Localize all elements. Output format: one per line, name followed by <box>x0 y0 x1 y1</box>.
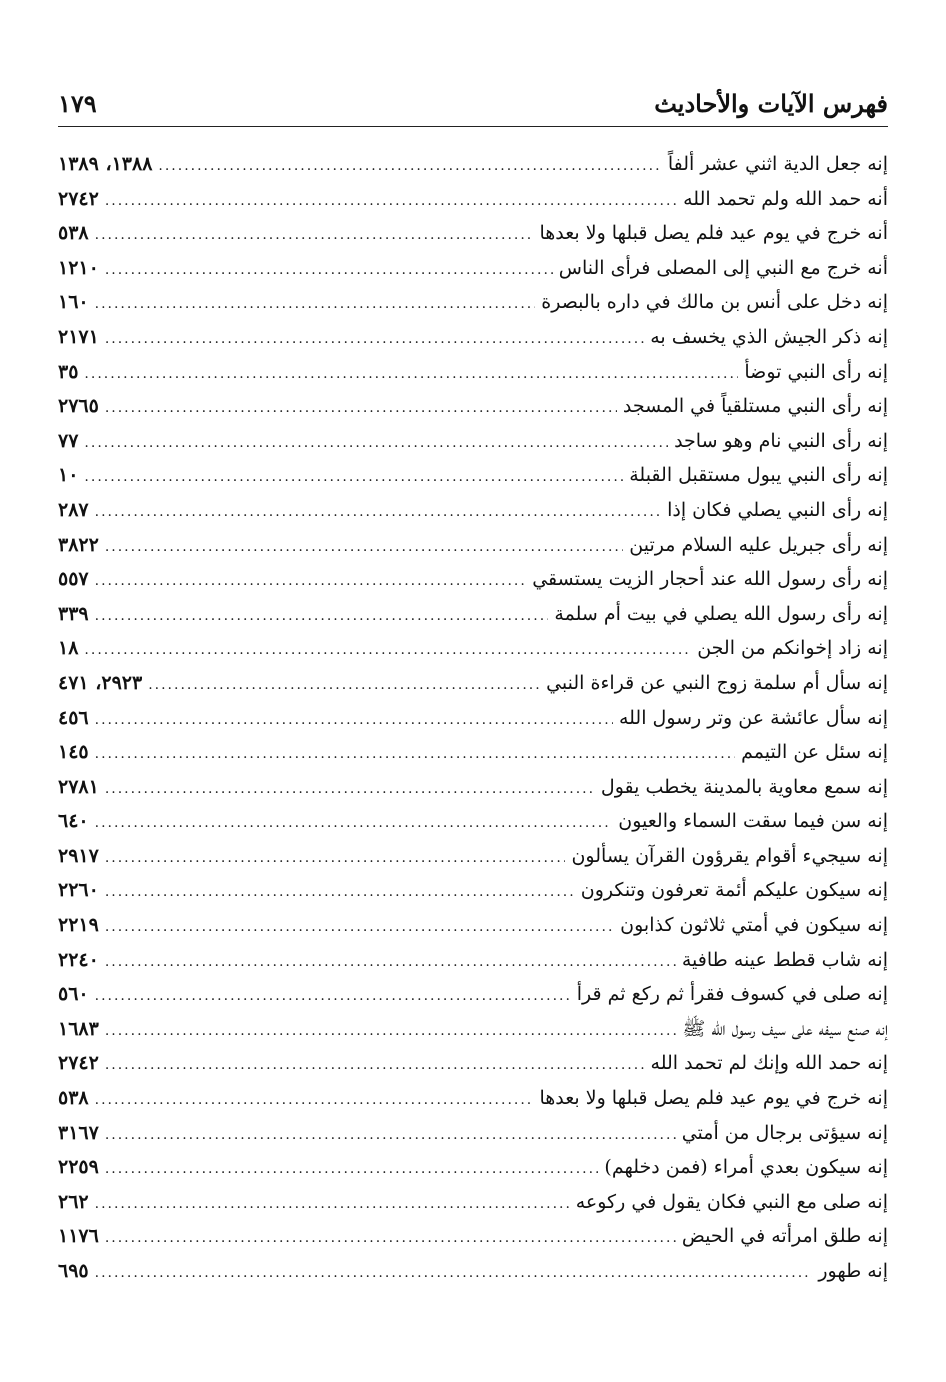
index-entry <box>58 182 888 217</box>
entry-reference: ١٣٨٨، ١٣٨٩ <box>58 153 153 175</box>
entry-text: إنه طلق امرأته في الحيض <box>681 1225 888 1248</box>
dot-leader <box>148 668 540 703</box>
entry-text: إنه رأى النبي نام وهو ساجد <box>674 429 888 452</box>
entry-text: إنه رأى رسول الله يصلي في بيت أم سلمة <box>554 602 888 625</box>
entry-text: إنه شاب قطط عينه طافية <box>681 948 888 971</box>
dot-leader <box>84 460 623 495</box>
dot-leader <box>105 772 595 807</box>
entry-text: إنه سيكون عليكم أئمة تعرفون وتنكرون <box>580 879 888 902</box>
page-number: ١٧٩ <box>58 89 97 118</box>
entry-reference: ١٢١٠ <box>58 256 99 279</box>
dot-leader <box>95 806 613 841</box>
index-entry <box>58 839 888 874</box>
index-entry <box>58 666 888 701</box>
entry-text: إنه رأى النبي يبول مستقبل القبلة <box>629 464 888 487</box>
dot-leader <box>105 322 644 357</box>
entry-reference: ٣٨٢٢ <box>58 533 99 556</box>
entry-text: إنه حمد الله وإنك لم تحمد الله <box>650 1052 888 1075</box>
entry-text: إنه رأى جبريل عليه السلام مرتين <box>629 533 888 556</box>
dot-leader <box>95 599 549 634</box>
entry-text: أنه حمد الله ولم تحمد الله <box>683 187 888 210</box>
index-entry <box>58 804 888 839</box>
dot-leader <box>105 1014 677 1049</box>
index-entry <box>58 285 888 320</box>
dot-leader <box>105 184 677 219</box>
index-entry <box>58 735 888 770</box>
entry-text: إنه رأى النبي يصلي فكان إذا <box>667 498 888 521</box>
entry-reference: ٦٤٠ <box>58 810 89 833</box>
index-entry <box>58 908 888 943</box>
index-entry <box>58 458 888 493</box>
dot-leader <box>105 253 553 288</box>
index-page <box>58 78 888 1289</box>
index-entry <box>58 943 888 978</box>
entry-text: إنه صلى في كسوف فقرأ ثم ركع ثم قرأ <box>576 983 888 1006</box>
index-entry <box>58 147 888 182</box>
index-entry <box>58 562 888 597</box>
entry-reference: ١٠ <box>58 464 79 487</box>
dot-leader <box>84 426 668 461</box>
dot-leader <box>105 530 623 565</box>
index-entry <box>58 701 888 736</box>
entry-text: إنه طهور <box>818 1260 888 1282</box>
entry-reference: ٥٦٠ <box>58 983 89 1006</box>
index-entry <box>58 631 888 666</box>
entry-text: أنه خرج في يوم عيد فلم يصل قبلها ولا بعدها <box>539 222 888 245</box>
dot-leader <box>95 1083 534 1118</box>
entry-reference: ٧٧ <box>58 429 79 452</box>
dot-leader <box>95 218 534 253</box>
entry-reference: ٤٥٦ <box>58 706 89 729</box>
entry-reference: ٢٢٥٩ <box>58 1156 99 1179</box>
index-entry <box>58 493 888 528</box>
entry-reference: ٢٢١٩ <box>58 914 99 937</box>
page-header <box>58 78 888 127</box>
index-entry <box>58 1081 888 1116</box>
entry-reference: ٢٨٧ <box>58 498 89 521</box>
dot-leader <box>84 633 691 668</box>
entry-reference: ٥٣٨ <box>58 1087 89 1110</box>
entry-text: إنه ذكر الجيش الذي يخسف به <box>650 325 888 348</box>
entry-text: إنه زاد إخوانكم من الجن <box>697 637 888 660</box>
entry-reference: ١١٧٦ <box>58 1225 99 1248</box>
dot-leader <box>95 495 662 530</box>
entry-reference: ٢٢٦٠ <box>58 879 99 902</box>
entry-text: إنه جعل الدية اثني عشر ألفاً <box>667 153 888 175</box>
entry-text: إنه سمع معاوية بالمدينة يخطب يقول <box>600 775 888 798</box>
entry-reference: ٢٧٤٢ <box>58 1052 99 1075</box>
dot-leader <box>95 1256 813 1291</box>
dot-leader <box>95 703 613 738</box>
index-entry <box>58 597 888 632</box>
dot-leader <box>105 391 617 426</box>
entry-reference: ٦٩٥ <box>58 1260 89 1282</box>
index-entry <box>58 251 888 286</box>
dot-leader <box>95 287 536 322</box>
entry-reference: ٣٥ <box>58 360 79 383</box>
entry-text: إنه صلى مع النبي فكان يقول في ركوعه <box>575 1190 888 1213</box>
dot-leader <box>105 875 575 910</box>
dot-leader <box>95 737 735 772</box>
entry-reference: ١٦٠ <box>58 291 89 314</box>
entry-text: إنه سيكون في أمتي ثلاثون كذابون <box>620 914 888 937</box>
index-entry <box>58 1012 888 1047</box>
index-entry <box>58 1046 888 1081</box>
entry-reference: ٢٧٨١ <box>58 775 99 798</box>
index-entry <box>58 320 888 355</box>
index-entry <box>58 355 888 390</box>
entry-reference: ٢٧٦٥ <box>58 395 99 418</box>
index-entry <box>58 216 888 251</box>
entry-reference: ٢٢٤٠ <box>58 948 99 971</box>
entry-text: إنه سيؤتى برجال من أمتي <box>681 1121 888 1144</box>
index-entry <box>58 873 888 908</box>
index-entry <box>58 1185 888 1220</box>
entry-text: أنه خرج مع النبي إلى المصلى فرأى الناس <box>558 256 888 279</box>
dot-leader <box>105 1048 645 1083</box>
index-entry <box>58 1116 888 1151</box>
entry-reference: ١٦٨٣ <box>58 1017 99 1040</box>
entry-text: إنه سيجيء أقوام يقرؤون القرآن يسألون <box>571 844 888 867</box>
dot-leader <box>95 564 527 599</box>
entry-text: إنه سئل عن التيمم <box>741 741 888 764</box>
page-title: فهرس الآيات والأحاديث <box>654 89 888 118</box>
entry-reference: ٢٦٢ <box>58 1190 89 1213</box>
dot-leader <box>105 1118 676 1153</box>
index-entry <box>58 528 888 563</box>
entry-text: إنه سيكون بعدي أمراء (فمن دخلهم) <box>604 1156 888 1179</box>
dot-leader <box>158 149 661 184</box>
entry-text: إنه خرج في يوم عيد فلم يصل قبلها ولا بعدها <box>539 1087 888 1110</box>
entry-reference: ٢١٧١ <box>58 325 99 348</box>
entry-reference: ٢٩٢٣، ٤٧١ <box>58 671 143 694</box>
entry-reference: ٢٩١٧ <box>58 844 99 867</box>
entry-text: إنه سأل أم سلمة زوج النبي عن قراءة النبي <box>546 671 888 694</box>
entry-reference: ١٤٥ <box>58 741 89 764</box>
index-entry <box>58 1150 888 1185</box>
index-entry <box>58 424 888 459</box>
dot-leader <box>105 945 676 980</box>
entry-text: إنه صنع سيفه على سيف رسول الله ﷺ <box>682 1017 888 1040</box>
entry-reference: ١٨ <box>58 637 79 660</box>
dot-leader <box>105 910 614 945</box>
entry-text: إنه دخل على أنس بن مالك في داره بالبصرة <box>541 291 888 314</box>
entry-text: إنه رأى النبي توضأ <box>744 360 888 383</box>
index-entry <box>58 1254 888 1289</box>
entry-reference: ٢٧٤٢ <box>58 187 99 210</box>
index-entry <box>58 389 888 424</box>
index-entry <box>58 977 888 1012</box>
index-entry <box>58 1219 888 1254</box>
dot-leader <box>95 1187 570 1222</box>
index-list <box>58 147 888 1289</box>
entry-reference: ٥٥٧ <box>58 568 89 591</box>
entry-reference: ٥٣٨ <box>58 222 89 245</box>
entry-reference: ٣١٦٧ <box>58 1121 99 1144</box>
entry-text: إنه سأل عائشة عن وتر رسول الله <box>618 706 888 729</box>
entry-reference: ٣٣٩ <box>58 602 89 625</box>
dot-leader <box>105 841 566 876</box>
dot-leader <box>95 979 571 1014</box>
entry-text: إنه سن فيما سقت السماء والعيون <box>618 810 888 833</box>
dot-leader <box>84 357 738 392</box>
entry-text: إنه رأى رسول الله عند أحجار الزيت يستسقي <box>532 568 888 591</box>
index-entry <box>58 770 888 805</box>
dot-leader <box>105 1152 599 1187</box>
dot-leader <box>105 1221 676 1256</box>
entry-text: إنه رأى النبي مستلقياً في المسجد <box>622 395 888 418</box>
